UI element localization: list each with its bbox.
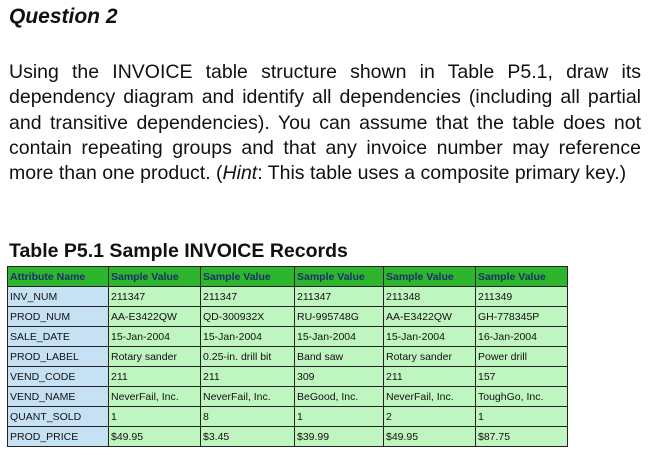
value-cell: 211347: [109, 287, 201, 307]
value-cell: Band saw: [295, 347, 384, 367]
value-cell: ToughGo, Inc.: [476, 387, 568, 407]
question-text: [9, 60, 641, 186]
value-cell: $39.99: [295, 427, 384, 447]
table-row: [8, 307, 568, 327]
attribute-cell: INV_NUM: [8, 287, 109, 307]
header-row: [8, 267, 568, 287]
table-row: [8, 287, 568, 307]
attribute-cell: PROD_NUM: [8, 307, 109, 327]
attribute-cell: PROD_LABEL: [8, 347, 109, 367]
value-cell: 15-Jan-2004: [295, 327, 384, 347]
value-cell: 211347: [201, 287, 295, 307]
value-cell: 211347: [295, 287, 384, 307]
value-cell: AA-E3422QW: [384, 307, 476, 327]
value-cell: GH-778345P: [476, 307, 568, 327]
value-cell: 0.25-in. drill bit: [201, 347, 295, 367]
value-cell: $49.95: [384, 427, 476, 447]
attribute-cell: QUANT_SOLD: [8, 407, 109, 427]
column-header-sample-value: Sample Value: [384, 267, 476, 287]
column-header-sample-value: Sample Value: [109, 267, 201, 287]
question-text-part-1: Using the INVOICE table structure shown in Table P5.1, draw its dependency diagram and identify all dependencies (including all partial and transitive dependencies). You can assume that the table does not contain repeating groups and that any invoice number may reference more than one product. (: [9, 61, 641, 185]
table-row: [8, 327, 568, 347]
value-cell: RU-995748G: [295, 307, 384, 327]
attribute-cell: VEND_CODE: [8, 367, 109, 387]
table-row: [8, 387, 568, 407]
attribute-cell: VEND_NAME: [8, 387, 109, 407]
value-cell: NeverFail, Inc.: [201, 387, 295, 407]
value-cell: 15-Jan-2004: [384, 327, 476, 347]
value-cell: 211349: [476, 287, 568, 307]
attribute-cell: PROD_PRICE: [8, 427, 109, 447]
column-header-sample-value: Sample Value: [295, 267, 384, 287]
value-cell: $3.45: [201, 427, 295, 447]
value-cell: 1: [295, 407, 384, 427]
column-header-sample-value: Sample Value: [476, 267, 568, 287]
attribute-cell: SALE_DATE: [8, 327, 109, 347]
table-row: [8, 367, 568, 387]
value-cell: Power drill: [476, 347, 568, 367]
value-cell: Rotary sander: [109, 347, 201, 367]
table-row: [8, 407, 568, 427]
value-cell: 157: [476, 367, 568, 387]
value-cell: 8: [201, 407, 295, 427]
value-cell: $87.75: [476, 427, 568, 447]
value-cell: AA-E3422QW: [109, 307, 201, 327]
value-cell: 211348: [384, 287, 476, 307]
invoice-records-table: [7, 266, 568, 447]
table-title: Table P5.1 Sample INVOICE Records: [9, 240, 348, 262]
value-cell: NeverFail, Inc.: [109, 387, 201, 407]
question-text-part-2: : This table uses a composite primary key.): [257, 162, 627, 185]
value-cell: BeGood, Inc.: [295, 387, 384, 407]
value-cell: 2: [384, 407, 476, 427]
value-cell: 211: [109, 367, 201, 387]
question-heading: Question 2: [9, 5, 118, 28]
value-cell: $49.95: [109, 427, 201, 447]
value-cell: 1: [109, 407, 201, 427]
value-cell: QD-300932X: [201, 307, 295, 327]
value-cell: 16-Jan-2004: [476, 327, 568, 347]
value-cell: 309: [295, 367, 384, 387]
value-cell: Rotary sander: [384, 347, 476, 367]
value-cell: NeverFail, Inc.: [384, 387, 476, 407]
hint-word: Hint: [222, 162, 258, 185]
value-cell: 211: [384, 367, 476, 387]
value-cell: 211: [201, 367, 295, 387]
table-row: [8, 347, 568, 367]
column-header-sample-value: Sample Value: [201, 267, 295, 287]
column-header-attribute-name: Attribute Name: [8, 267, 109, 287]
table-row: [8, 427, 568, 447]
value-cell: 15-Jan-2004: [109, 327, 201, 347]
value-cell: 15-Jan-2004: [201, 327, 295, 347]
value-cell: 1: [476, 407, 568, 427]
